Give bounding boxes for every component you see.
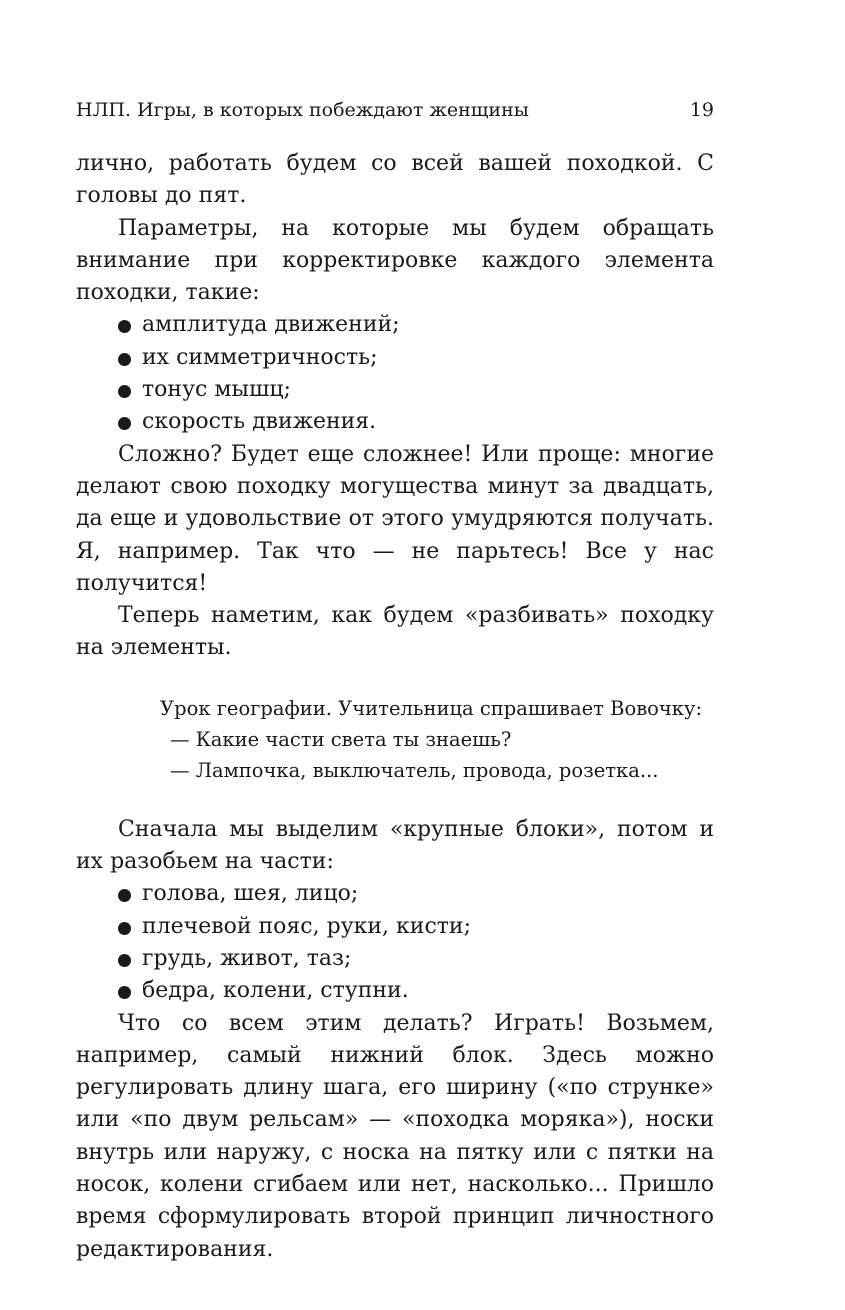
bullet-icon xyxy=(118,922,131,935)
running-header xyxy=(76,96,714,124)
anecdote-quote xyxy=(76,693,714,786)
paragraph-parameters: Параметры, на которые мы будем обращать внимание при корректировке каждого элемента походки, такие: xyxy=(76,215,714,306)
list-item: амплитуда движений; xyxy=(76,309,714,341)
anecdote-line: — Какие части света ты знаешь? xyxy=(170,727,512,751)
paragraph-play: Что со всем этим делать? Играть! Возьмем, например, самый нижний блок. Здесь можно регулировать длину шага, его ширину («по струнке» или «по двум рельсам» — «походка моряка»), носки внутрь или наружу, с носка на пятку или с пятки на носок, колени сгибаем или нет, насколько... Пришло время сформулировать второй принцип личностного редактирования. xyxy=(76,1010,714,1262)
bullet-icon xyxy=(118,353,131,366)
bullet-icon xyxy=(118,320,131,333)
list-item: бедра, колени, ступни. xyxy=(76,975,714,1007)
bullet-icon xyxy=(118,385,131,398)
paragraph-difficulty: Сложно? Будет еще сложнее! Или проще: многие делают свою походку могущества минут за двадцать, да еще и удовольствие от этого умудряются получать. Я, например. Так что — не парьтесь! Все у нас получится! xyxy=(76,441,714,596)
page-number: 19 xyxy=(689,99,714,121)
list-item: их симметричность; xyxy=(76,342,714,374)
paragraph-blocks: Сначала мы выделим «крупные блоки», потом и их разобьем на части: xyxy=(76,816,714,875)
page-body xyxy=(76,148,714,1266)
paragraph-continuation: лично, работать будем со всей вашей походкой. С головы до пят. xyxy=(76,151,714,209)
list-item: тонус мышц; xyxy=(76,374,714,406)
anecdote-line: — Лампочка, выключатель, провода, розетка... xyxy=(170,758,659,782)
anecdote-line: Урок географии. Учительница спрашивает Вовочку: xyxy=(160,696,703,720)
list-item: голова, шея, лицо; xyxy=(76,878,714,910)
list-item: грудь, живот, таз; xyxy=(76,943,714,975)
book-title: НЛП. Игры, в которых побеждают женщины xyxy=(76,99,529,121)
blocks-list xyxy=(76,878,714,1007)
list-item: плечевой пояс, руки, кисти; xyxy=(76,911,714,943)
paragraph-elements: Теперь наметим, как будем «разбивать» походку на элементы. xyxy=(76,603,714,661)
bullet-icon xyxy=(118,889,131,902)
bullet-icon xyxy=(118,417,131,430)
list-item: скорость движения. xyxy=(76,406,714,438)
bullet-icon xyxy=(118,986,131,999)
bullet-icon xyxy=(118,954,131,967)
parameters-list xyxy=(76,309,714,438)
